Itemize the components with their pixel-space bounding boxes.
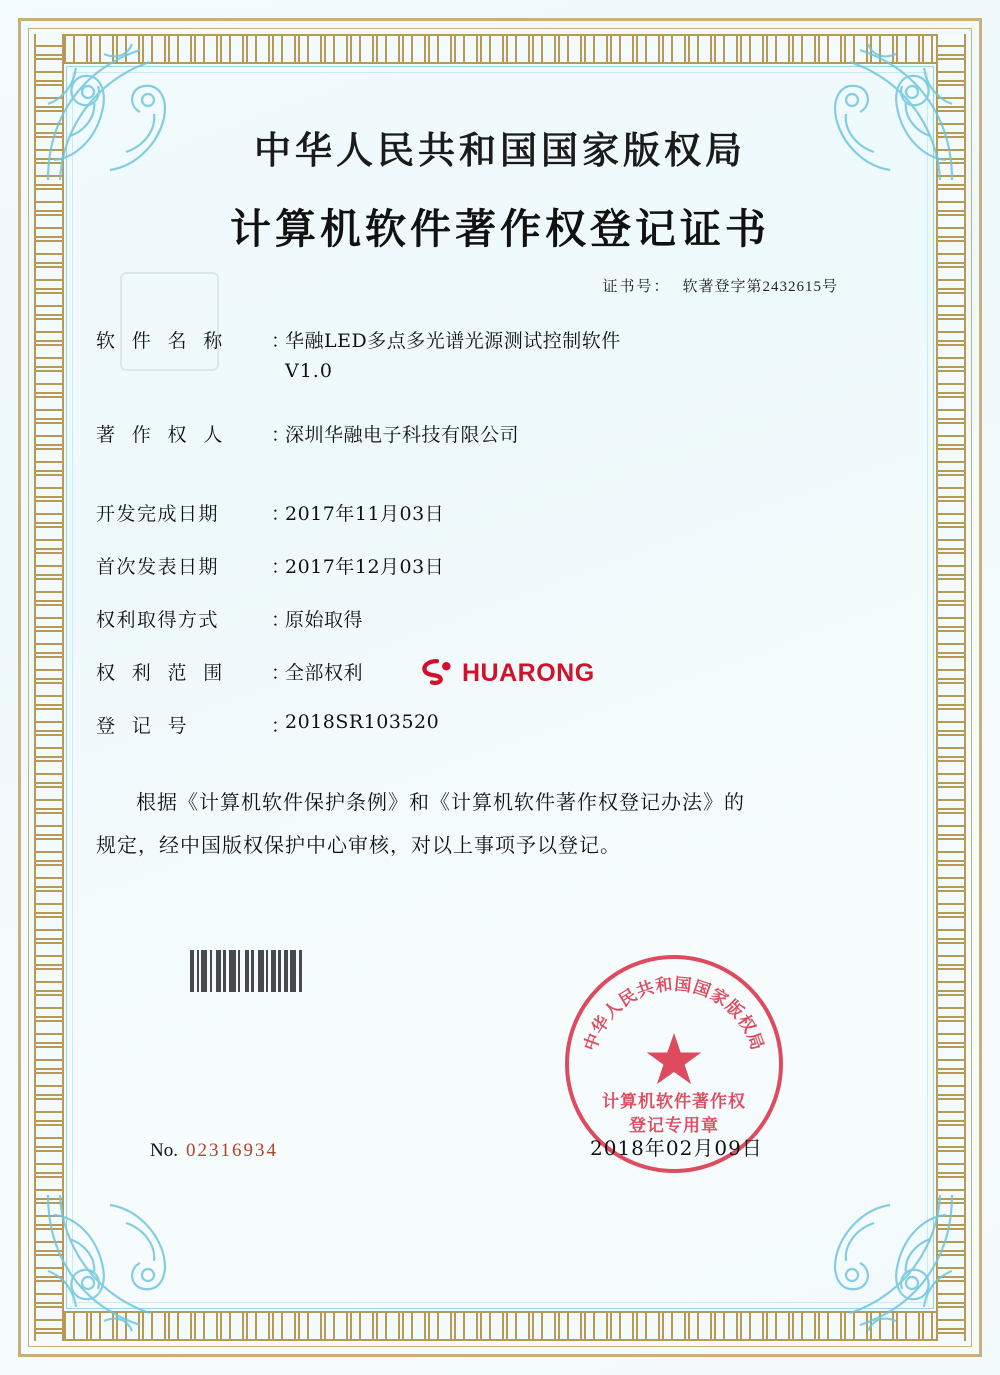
- field-registration-number: [96, 711, 904, 738]
- certificate-title: 计算机软件著作权登记证书: [230, 205, 770, 253]
- document-serial-value: 02316934: [185, 1140, 278, 1161]
- field-colon: ：: [271, 504, 291, 525]
- field-first-publish-date: [96, 552, 904, 579]
- field-label: 开发完成日期: [96, 504, 220, 525]
- field-value-text: 华融LED多点多光谱光源测试控制软件: [285, 330, 621, 352]
- field-value: 深圳华融电子科技有限公司: [285, 424, 520, 446]
- field-development-date: [96, 499, 904, 526]
- field-label: 首次发表日期: [96, 557, 220, 578]
- field-colon: ：: [271, 663, 291, 684]
- issue-date: 2018年02月09日: [590, 1136, 763, 1160]
- field-colon: ：: [271, 610, 291, 631]
- certificate-number-value: 软著登字第2432615号: [682, 279, 838, 295]
- field-software-name: [96, 326, 904, 382]
- field-value: 2017年12月03日: [285, 556, 445, 578]
- field-value: 2018SR103520: [285, 711, 440, 733]
- company-logo: [420, 658, 595, 688]
- legal-statement-line2: 规定，经中国版权保护中心审核，对以上事项予以登记。: [96, 835, 621, 857]
- field-colon: ：: [271, 716, 291, 737]
- field-label: 权利取得方式: [96, 610, 220, 631]
- seal-line1: 计算机软件著作权: [602, 1092, 746, 1112]
- legal-statement: [96, 782, 904, 868]
- field-label: 著 作 权 人: [96, 425, 229, 446]
- field-label: 权 利 范 围: [96, 663, 229, 684]
- issuer-title: 中华人民共和国国家版权局: [254, 128, 746, 172]
- greek-key-band-left: [34, 34, 64, 1341]
- document-serial: [150, 1140, 278, 1162]
- certificate-number-row: [96, 275, 904, 296]
- corner-flourish-icon: [810, 1185, 960, 1335]
- certificate-number-label: 证书号：: [602, 279, 671, 295]
- field-acquisition-method: [96, 605, 904, 632]
- huarong-logo-text: HUARONG: [462, 658, 595, 687]
- field-copyright-owner: [96, 420, 904, 447]
- field-value-version: V1.0: [285, 360, 333, 382]
- field-label: 软 件 名 称: [96, 331, 229, 352]
- field-colon: ：: [271, 425, 291, 446]
- field-value: 2017年11月03日: [285, 503, 445, 525]
- field-colon: ：: [271, 331, 291, 352]
- field-value: 原始取得: [285, 609, 364, 631]
- greek-key-band-right: [936, 34, 966, 1341]
- huarong-logo-icon: [420, 658, 454, 688]
- five-point-star-icon: [646, 1031, 702, 1087]
- seal-line2: 登记专用章: [629, 1116, 719, 1136]
- legal-statement-line1: 根据《计算机软件保护条例》和《计算机软件著作权登记办法》的: [136, 792, 745, 814]
- barcode: [190, 950, 320, 992]
- corner-flourish-icon: [40, 1185, 190, 1335]
- field-colon: ：: [271, 557, 291, 578]
- field-value: [285, 326, 904, 382]
- field-value: 全部权利: [285, 662, 364, 684]
- seal-arc-label: 中华人民共和国国家版权局: [580, 974, 768, 1054]
- field-label: 登 记 号: [96, 716, 193, 737]
- document-serial-label: No.: [150, 1140, 178, 1161]
- certificate-content: [96, 120, 904, 868]
